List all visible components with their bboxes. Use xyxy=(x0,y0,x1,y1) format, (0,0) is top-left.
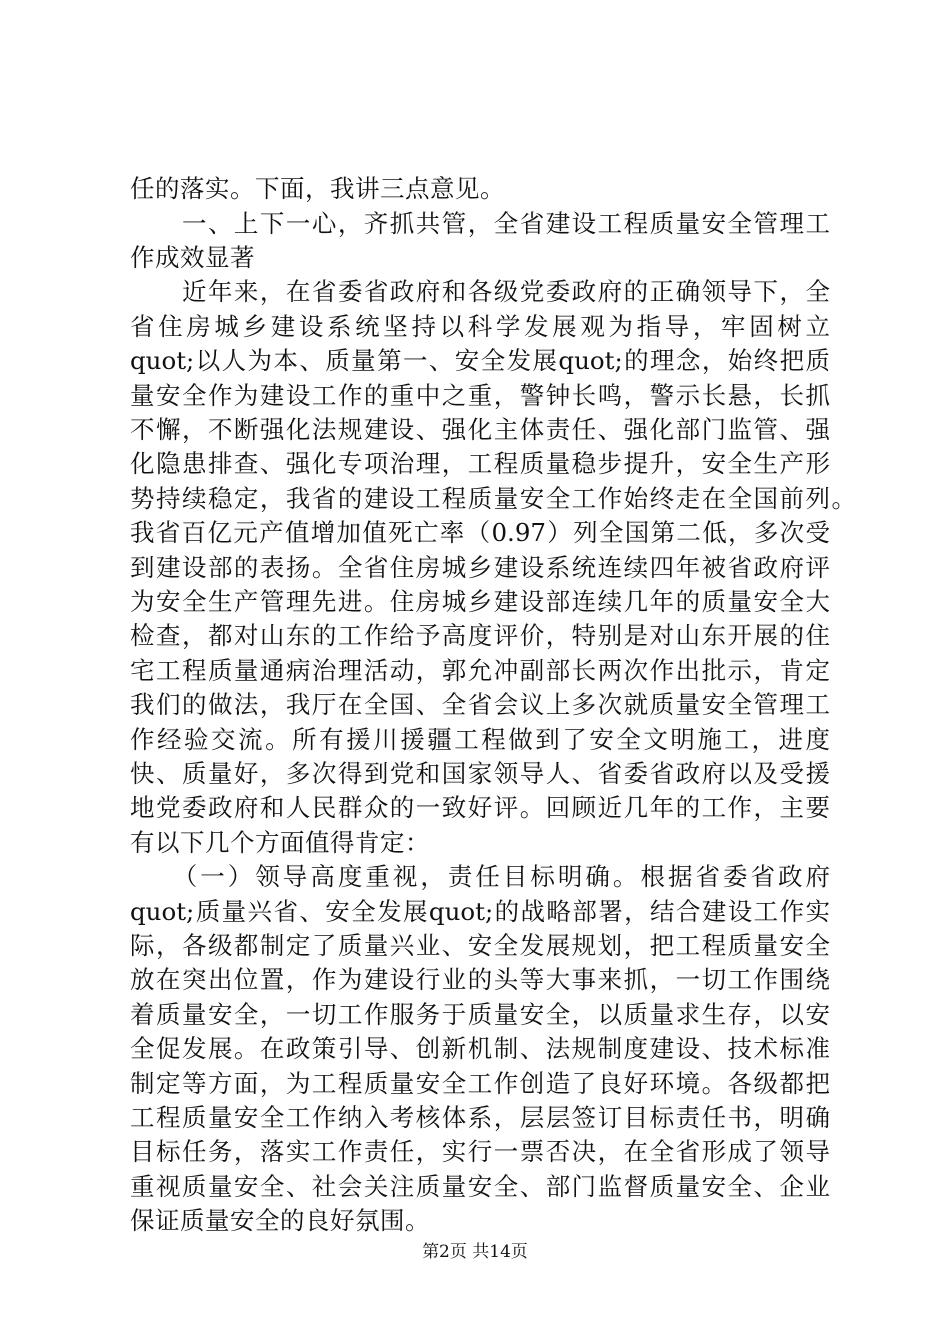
text-line: 省住房城乡建设系统坚持以科学发展观为指导，牢固树立 xyxy=(130,312,830,341)
text-line: 我们的做法，我厅在全国、全省会议上多次就质量安全管理工 xyxy=(130,690,830,719)
text-line: 宅工程质量通病治理活动，郭允冲副部长两次作出批示，肯定 xyxy=(130,656,830,685)
text-line: quot;质量兴省、安全发展quot;的战略部署，结合建设工作实 xyxy=(130,897,830,926)
text-line: 检查，都对山东的工作给予高度评价，特别是对山东开展的住 xyxy=(130,621,830,650)
text-line: 保证质量安全的良好氛围。 xyxy=(130,1206,430,1235)
text-line: 量安全作为建设工作的重中之重，警钟长鸣，警示长悬，长抓 xyxy=(130,381,830,410)
text-line: 任的落实。下面，我讲三点意见。 xyxy=(130,174,505,203)
text-line: 全促发展。在政策引导、创新机制、法规制度建设、技术标准 xyxy=(130,1034,830,1063)
text-line: 势持续稳定，我省的建设工程质量安全工作始终走在全国前列。 xyxy=(130,484,856,513)
text-line: 地党委政府和人民群众的一致好评。回顾近几年的工作，主要 xyxy=(130,793,830,822)
text-line: 我省百亿元产值增加值死亡率（0.97）列全国第二低，多次受 xyxy=(130,518,830,547)
text-line: 放在突出位置，作为建设行业的头等大事来抓，一切工作围绕 xyxy=(130,965,830,994)
heading-line: 一、上下一心，齐抓共管，全省建设工程质量安全管理工 xyxy=(130,209,830,238)
heading-line: （一）领导高度重视，责任目标明确。根据省委省政府 xyxy=(130,862,830,891)
text-line: 工程质量安全工作纳入考核体系，层层签订目标责任书，明确 xyxy=(130,1103,830,1132)
text-line: 为安全生产管理先进。住房城乡建设部连续几年的质量安全大 xyxy=(130,587,830,616)
text-line: 着质量安全，一切工作服务于质量安全，以质量求生存，以安 xyxy=(130,1000,830,1029)
text-line: 化隐患排查、强化专项治理，工程质量稳步提升，安全生产形 xyxy=(130,449,830,478)
heading-line: 作成效显著 xyxy=(130,243,255,272)
text-line: 不懈，不断强化法规建设、强化主体责任、强化部门监管、强 xyxy=(130,415,830,444)
text-line: 作经验交流。所有援川援疆工程做到了安全文明施工，进度 xyxy=(130,725,830,754)
text-line: 际，各级都制定了质量兴业、安全发展规划，把工程质量安全 xyxy=(130,931,830,960)
text-line: 近年来，在省委省政府和各级党委政府的正确领导下，全 xyxy=(130,277,830,306)
text-line: quot;以人为本、质量第一、安全发展quot;的理念，始终把质 xyxy=(130,346,830,375)
page-number-footer: 第2页 共14页 xyxy=(422,1242,528,1262)
text-line: 目标任务，落实工作责任，实行一票否决，在全省形成了领导 xyxy=(130,1137,830,1166)
text-line: 快、质量好，多次得到党和国家领导人、省委省政府以及受援 xyxy=(130,759,830,788)
text-line: 制定等方面，为工程质量安全工作创造了良好环境。各级都把 xyxy=(130,1069,830,1098)
text-line: 有以下几个方面值得肯定： xyxy=(130,828,430,857)
text-line: 重视质量安全、社会关注质量安全、部门监督质量安全、企业 xyxy=(130,1172,830,1201)
text-line: 到建设部的表扬。全省住房城乡建设系统连续四年被省政府评 xyxy=(130,553,830,582)
